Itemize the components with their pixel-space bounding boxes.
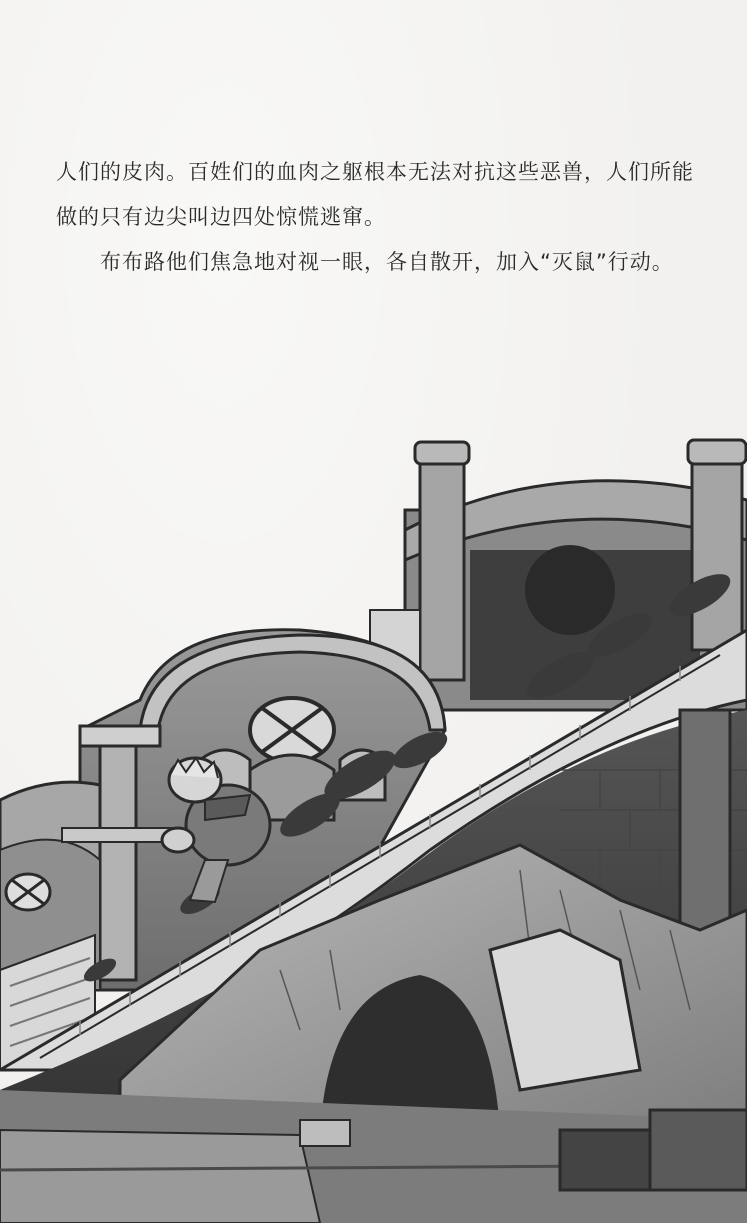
paragraph-2: 布布路他们焦急地对视一眼，各自散开，加入“灭鼠”行动。 xyxy=(100,250,674,274)
body-text xyxy=(56,150,706,285)
manga-illustration xyxy=(0,430,747,1223)
illustration-svg xyxy=(0,430,747,1223)
paragraph-1: 人们的皮肉。百姓们的血肉之躯根本无法对抗这些恶兽，人们所能做的只有边尖叫边四处惊慌逃窜。 xyxy=(56,160,694,229)
